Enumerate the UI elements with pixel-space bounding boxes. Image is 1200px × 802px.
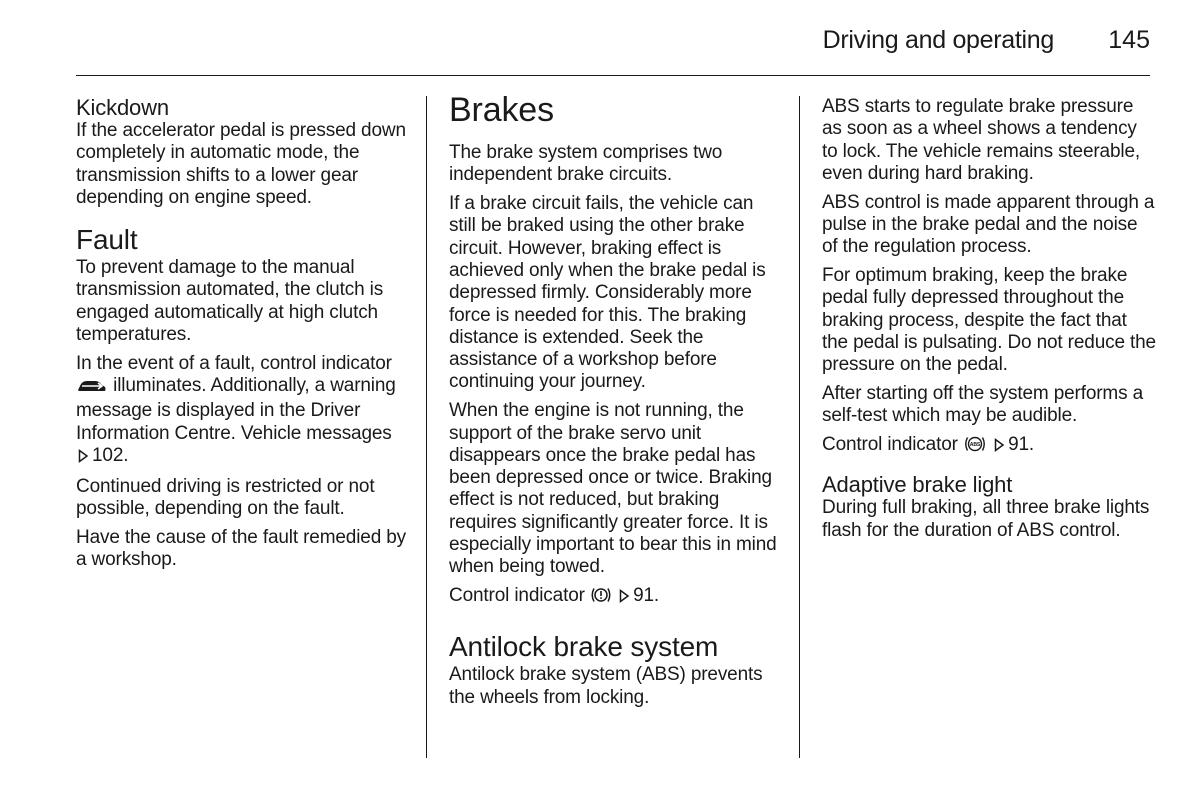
abs-paragraph-5: After starting off the system performs a self-test which may be audible. (822, 383, 1143, 427)
brakes-paragraph-3: When the engine is not running, the support of the brake servo unit disappears once the brake pedal has been depressed once or twice. Braking effect is not reduced, but braking requires significantly greater force. It is especially important to bear this in mind when being towed. (449, 400, 777, 578)
column-divider-1 (426, 96, 427, 758)
column-divider-2 (799, 96, 800, 758)
fault-paragraph-2-end: illuminates. Additionally, a warning message is displayed in the Driver Information Centre. Vehicle messages (76, 375, 396, 444)
brakes-paragraph-1: The brake system comprises two independent brake circuits. (449, 142, 723, 186)
abs-reference[interactable]: 91. (1008, 434, 1035, 456)
abs-paragraph-3: ABS control is made apparent through a pulse in the brake pedal and the noise of the regulation process. (822, 191, 1155, 258)
column-3 (822, 96, 1157, 549)
kickdown-text: If the accelerator pedal is pressed down completely in automatic mode, the transmission shifts to a lower gear depending on engine speed. (76, 120, 406, 208)
page-header (76, 26, 1150, 54)
column-2 (449, 91, 784, 716)
header-divider (76, 75, 1150, 76)
abs-indicator-label: Control indicator (822, 434, 958, 456)
brake-warning-icon (590, 586, 612, 610)
brakes-paragraph-4 (449, 585, 784, 610)
adaptive-brake-light-heading: Adaptive brake light (822, 472, 1013, 498)
abs-paragraph-6 (822, 434, 1157, 459)
fault-paragraph-3: Continued driving is restricted or not possible, depending on the fault. (76, 475, 375, 520)
fault-paragraph-2 (76, 353, 411, 469)
adaptive-brake-light-paragraph: During full braking, all three brake lights flash for the duration of ABS control. (822, 497, 1150, 541)
abs-warning-icon (963, 435, 987, 459)
brakes-paragraph-2: If a brake circuit fails, the vehicle can still be braked using the other brake circuit. However, braking effect is achieved only when the brake pedal is depressed firmly. Considerably more force is needed for this. The braking distance is extended. Seek the assistance of a workshop before continuing your journey. (449, 193, 766, 393)
page-number: 145 (1108, 26, 1150, 54)
fault-heading: Fault (76, 224, 138, 256)
cross-reference-icon (78, 447, 89, 469)
fault-paragraph-2-start: In the event of a fault, control indicator (76, 352, 392, 374)
brakes-heading: Brakes (449, 91, 554, 129)
cross-reference-icon (619, 587, 630, 609)
abs-paragraph-1: Antilock brake system (ABS) prevents the wheels from locking. (449, 664, 763, 708)
abs-paragraph-4: For optimum braking, keep the brake pedal fully depressed throughout the braking process, despite the fact that the pedal is pulsating. Do not reduce the pressure on the pedal. (822, 265, 1156, 376)
abs-paragraph-2: ABS starts to regulate brake pressure as soon as a wheel shows a tendency to lock. The vehicle remains steerable, even during hard braking. (822, 96, 1141, 184)
kickdown-heading: Kickdown (76, 95, 169, 120)
column-1 (76, 96, 411, 578)
abs-heading: Antilock brake system (449, 631, 719, 663)
abs-icon-text: ABS (969, 442, 981, 449)
fault-paragraph-4: Have the cause of the fault remedied by a workshop. (76, 526, 407, 571)
page-section-title: Driving and operating (822, 26, 1054, 54)
brakes-indicator-label: Control indicator (449, 585, 585, 607)
fault-reference[interactable]: 102. (92, 445, 129, 467)
transmission-fault-icon (76, 378, 108, 400)
fault-paragraph-1: To prevent damage to the manual transmission automated, the clutch is engaged automatically at high clutch temperatures. (76, 257, 384, 346)
cross-reference-icon (994, 436, 1005, 458)
brakes-reference[interactable]: 91. (633, 585, 660, 607)
